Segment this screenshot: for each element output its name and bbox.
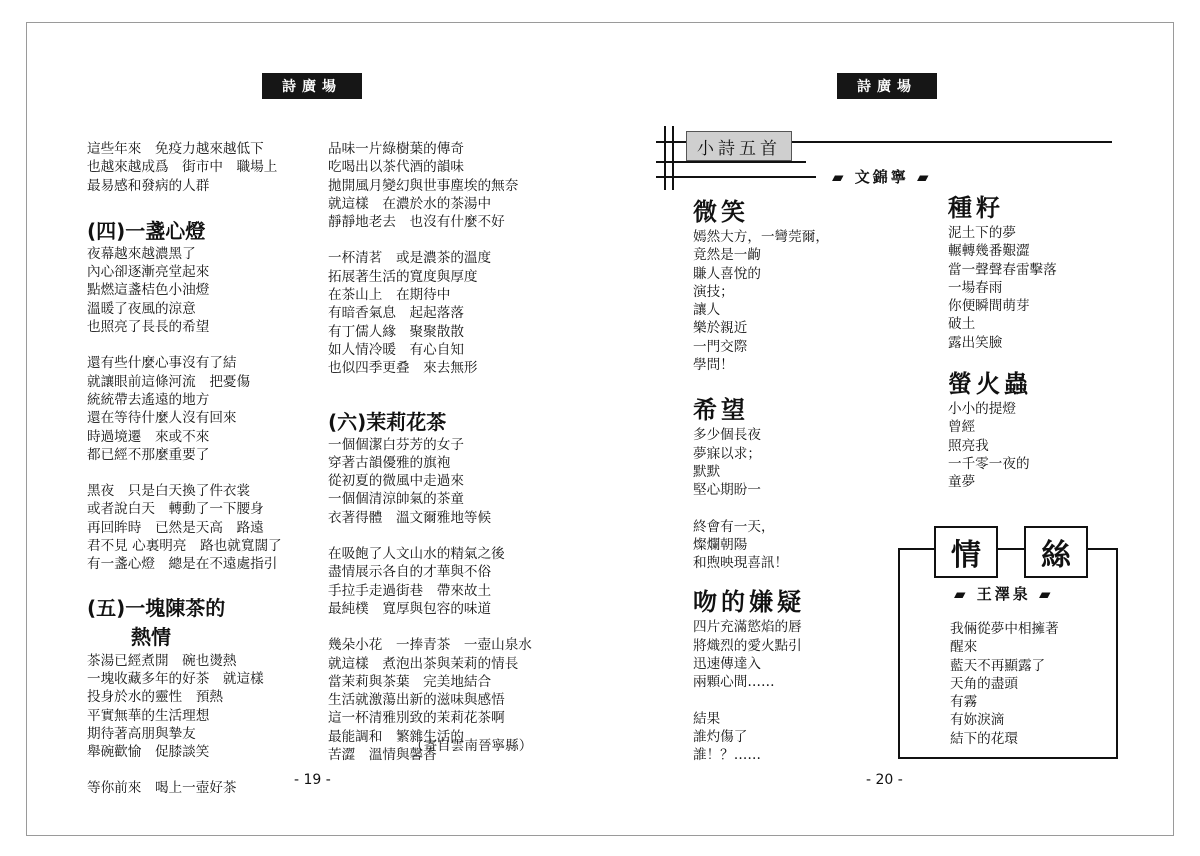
poem-body: [948, 224, 1057, 352]
poem-line: 生活就激蕩出新的滋味與感悟: [328, 692, 505, 709]
poem-line: 還在等待什麼人沒有回來: [87, 410, 237, 427]
poem-line: 最能調和 繁雜生活的: [328, 728, 464, 745]
poem-line: 盡情展示各自的才華與不俗: [328, 564, 492, 581]
poem-line: 燦爛朝陽: [693, 536, 748, 553]
poem-line: 茶湯已經煮開 碗也燙熱: [87, 652, 237, 669]
poem-line: 手拉手走過街巷 帶來故土: [328, 582, 492, 599]
decor-line: [656, 176, 816, 178]
poem-line: 就這樣 煮泡出茶與茉莉的情長: [328, 655, 519, 672]
left-column-1: [87, 140, 282, 798]
poem-line: 有霧: [950, 694, 978, 711]
right-column-1: [693, 196, 829, 765]
poem-line: 泥土下的夢: [948, 225, 1016, 241]
section-header-badge: 詩廣場: [262, 73, 362, 99]
poem-line: 投身於水的靈性 預熱: [87, 689, 223, 706]
poem-line: 樂於親近: [693, 320, 748, 337]
poem-line: 嫣然大方，一彎莞爾，: [693, 229, 829, 245]
poem-line: 一門交際: [693, 338, 748, 355]
poem-line: 你便瞬間萌芽: [948, 298, 1030, 315]
poem-line: 誰灼傷了: [693, 728, 748, 745]
poem-line: 一個個潔白芬芳的女子: [328, 436, 464, 453]
poem-line: 統統帶去遙遠的地方: [87, 391, 210, 408]
poem-line: 吃喝出以茶代酒的韻味: [328, 159, 464, 176]
page-number-left: - 19 -: [294, 772, 331, 788]
poem-line: 最易感和發病的人群: [87, 177, 210, 194]
poem-line: 穿著古韻優雅的旗袍: [328, 454, 451, 471]
poem-body: [693, 618, 829, 691]
poem-line: 拓展著生活的寬度與厚度: [328, 268, 478, 285]
poem-body: [693, 426, 829, 499]
poem-line: 點燃這盞桔色小油燈: [87, 282, 210, 299]
poem-line: 一個個清涼帥氣的茶童: [328, 491, 464, 508]
poem-line: 也照亮了長長的希望: [87, 319, 210, 336]
title-char-2: 絲: [1024, 526, 1088, 578]
poem-line: 天角的盡頭: [950, 675, 1018, 692]
poem-line: 兩顆心間……: [693, 674, 775, 691]
poem-title: 希望: [693, 396, 749, 425]
poem-line: 多少個長夜: [693, 427, 761, 444]
title-char-1: 情: [934, 526, 998, 578]
poem-line: 也似四季更叠 來去無形: [328, 360, 478, 377]
section5-title: (五)一塊陳茶的: [87, 595, 226, 620]
poem-line: 還有些什麼心事沒有了結: [87, 355, 237, 372]
section4-title: (四)一盞心燈: [87, 218, 206, 243]
section5-subtitle: 熱情: [131, 624, 171, 649]
poem-line: 破土: [948, 316, 976, 333]
decor-line: [656, 161, 806, 163]
poem-line: 君不見 心裏明亮 路也就寬闊了: [87, 538, 282, 555]
poem-line: 時過境遷 來或不來: [87, 428, 210, 445]
poem-line: 當一聲聲春雷擊落: [948, 261, 1057, 278]
author-name: ▰ 王澤泉 ▰: [954, 585, 1054, 603]
section6-title: (六)茉莉花茶: [328, 409, 447, 434]
poem-title: 螢火蟲: [948, 370, 1032, 399]
poem-body: [693, 518, 829, 573]
poem-line: 如人情冷暖 有心自知: [328, 341, 464, 358]
poem-line: 一杯清茗 或是濃茶的溫度: [328, 250, 492, 267]
poem-line: 曾經: [948, 419, 976, 436]
poem-line: 讓人: [693, 302, 721, 319]
poem-line: 終會有一天，: [693, 518, 775, 535]
poem-line: 露出笑臉: [948, 334, 1003, 351]
section4-stanza: [87, 482, 282, 573]
tea-stanza: [328, 140, 532, 231]
poem-line: 當茉莉與茶葉 完美地結合: [328, 673, 492, 690]
poem-line: 夢寐以求；: [693, 445, 761, 462]
poem-line: 童夢: [948, 474, 976, 491]
poem-body: [948, 400, 1057, 491]
poem-line: 藍天不再顯露了: [950, 657, 1046, 674]
poem-line: 照亮我: [948, 437, 989, 454]
poem-line: 這些年來 免疫力越來越低下: [87, 141, 264, 157]
poem-line: 期待著高朋與摯友: [87, 725, 196, 742]
section6-stanza: [328, 436, 532, 527]
source-note: （寄自雲南晉寧縣）: [410, 738, 533, 754]
poem-line: 黑夜 只是白天換了件衣裳: [87, 483, 251, 500]
poem-line: 堅心期盼一: [693, 482, 761, 499]
poem-line: 平實無華的生活理想: [87, 707, 210, 724]
page-number-right: - 20 -: [866, 772, 903, 788]
poem-line: 結果: [693, 710, 721, 727]
poem-line: 舉碗歡愉 促膝談笑: [87, 744, 210, 761]
poem-line: 就讓眼前這條河流 把憂傷: [87, 373, 251, 390]
poem-line: 有妳淚滴: [950, 712, 1005, 729]
section5-stanza: [87, 652, 282, 762]
decor-line: [664, 126, 666, 190]
poem-line: 有暗香氣息 起起落落: [328, 305, 464, 322]
poem-line: 在茶山上 在期待中: [328, 287, 451, 304]
poem-line: 四片充滿慾焰的唇: [693, 619, 802, 636]
poem-line: 學問！: [693, 357, 734, 374]
section4-stanza: [87, 354, 282, 464]
poem-line: 品味一片綠樹葉的傳奇: [328, 141, 464, 157]
poem-title: 吻的嫌疑: [693, 588, 805, 617]
poem-line: 和煦映現喜訊！: [693, 555, 789, 572]
poem-body: [693, 710, 829, 765]
poem-line: 衣著得體 溫文爾雅地等候: [328, 509, 492, 526]
poem-line: 有丁儒人緣 聚聚散散: [328, 323, 464, 340]
section-header-badge: 詩廣場: [837, 73, 937, 99]
poem-line: 輾轉幾番艱澀: [948, 243, 1030, 260]
poem-line: 也越來越成爲 街市中 職場上: [87, 159, 278, 176]
poem-line: 或者說白天 轉動了一下腰身: [87, 501, 264, 518]
poem-line: 迅速傳達入: [693, 656, 761, 673]
poem-line: 這一杯清雅別致的茉莉花茶啊: [328, 710, 505, 727]
poem-line: 最純樸 寬厚與包容的味道: [328, 600, 492, 617]
poem-line: 都已經不那麼重要了: [87, 446, 210, 463]
poem-line: 誰！？……: [693, 747, 761, 764]
poem-body: [950, 620, 1059, 748]
poem-line: 從初夏的微風中走過來: [328, 473, 464, 490]
right-column-2: [948, 192, 1057, 492]
author-name: ▰ 文錦寧 ▰: [832, 168, 932, 186]
poem-line: 將熾烈的愛火點引: [693, 637, 802, 654]
section5-closing: 等你前來 喝上一壺好茶: [87, 780, 237, 797]
poem-line: 小小的提燈: [948, 401, 1016, 418]
poem-line: 默默: [693, 463, 721, 480]
poem-line: 竟然是一齣: [693, 247, 761, 264]
poem-line: 醒來: [950, 639, 978, 656]
poem-line: 我倆從夢中相擁著: [950, 621, 1059, 637]
poem-line: 有一盞心燈 總是在不遠處指引: [87, 556, 278, 573]
poem-body: [693, 228, 829, 374]
left-column-2: [328, 140, 532, 764]
poem-title: 種籽: [948, 194, 1004, 222]
poem-line: 拋開風月變幻與世事塵埃的無奈: [328, 177, 519, 194]
poem-title: 微笑: [693, 198, 749, 226]
poem-line: 結下的花環: [950, 730, 1018, 747]
decor-line: [672, 126, 674, 190]
poem-line: 內心卻逐漸亮堂起來: [87, 264, 210, 281]
poem-line: 一塊收藏多年的好茶 就這樣: [87, 670, 264, 687]
intro-stanza: [87, 140, 282, 195]
silk-poem-body: [950, 620, 1059, 748]
poem-line: 一場春雨: [948, 279, 1003, 296]
tea-stanza: [328, 249, 532, 377]
poem-line: 溫暖了夜風的涼意: [87, 300, 196, 317]
poem-line: 演技；: [693, 283, 734, 300]
poem-line: 靜靜地老去 也沒有什麼不好: [328, 214, 505, 231]
poem-line: 賺人喜悅的: [693, 265, 761, 282]
poem-line: 一千零一夜的: [948, 455, 1030, 472]
poem-line: 苦澀 溫情與馨香: [328, 747, 437, 764]
poem-line: 幾朵小花 一捧青茶 一壺山泉水: [328, 637, 532, 654]
poem-line: 夜幕越來越濃黑了: [87, 245, 196, 262]
section-tag: 小詩五首: [686, 131, 792, 161]
poem-line: 就這樣 在濃於水的茶湯中: [328, 195, 492, 212]
section6-stanza: [328, 545, 532, 618]
poem-line: 再回眸時 已然是天高 路遠: [87, 519, 264, 536]
section4-stanza: [87, 245, 282, 336]
poem-line: 在吸飽了人文山水的精氣之後: [328, 546, 505, 563]
